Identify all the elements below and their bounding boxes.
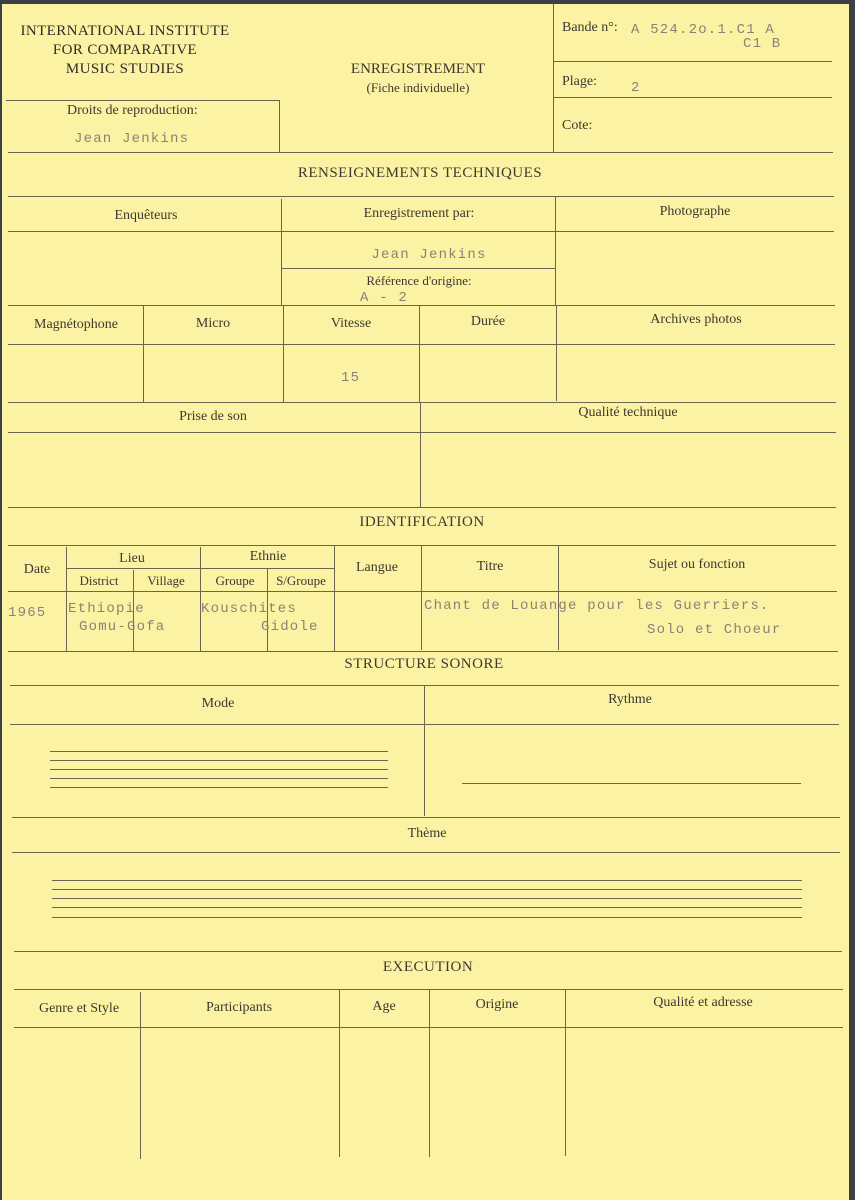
institute-name-line1: INTERNATIONAL INSTITUTE [20,23,230,39]
rythme-label: Rythme [608,692,652,707]
execution-section-title: EXECUTION [382,959,474,975]
village-label: Village [147,573,185,588]
execution-header-line [14,1027,843,1028]
age-label: Age [372,999,396,1014]
tech-row3-col-line [420,402,421,508]
tech-row3-top-line [8,402,836,403]
form-subtitle: (Fiche individuelle) [366,80,470,95]
institute-name-line3: MUSIC STUDIES [65,61,185,77]
tech-row2-col-2 [283,306,284,402]
genre-style-label: Genre et Style [38,1001,120,1016]
micro-label: Micro [195,316,231,331]
lieu-label: Lieu [119,551,145,566]
theme-staff-line-1 [52,880,802,881]
identification-bottom-line [8,651,838,652]
rights-top-line [6,100,279,101]
header-divider [553,4,554,152]
tech-col-line-2 [555,197,556,305]
scan-edge-top [0,0,855,4]
qualite-adresse-label: Qualité et adresse [653,995,753,1010]
ethnie-value-line1: Kouschites [201,601,298,617]
exec-col-4 [565,989,566,1156]
lieu-value-line1: Ethiopie [68,601,145,617]
tech-row2-col-3 [419,305,420,402]
tech-row2-header-line [8,344,835,345]
tech-row2-top-line [8,305,835,306]
tech-row3-header-line [8,432,836,433]
theme-header-line [12,852,840,853]
sujet-fonction-label: Sujet ou fonction [648,557,746,572]
plage-label: Plage: [562,74,597,89]
date-label: Date [23,562,51,577]
archives-photos-label: Archives photos [650,312,742,327]
reference-label: Référence d'origine: [366,273,472,288]
tech-row2-col-4 [556,305,557,401]
duree-label: Durée [470,314,506,329]
tech-header-line [8,231,834,232]
theme-staff-line-5 [52,917,802,918]
reference-value: A - 2 [360,290,409,306]
scan-edge-left [0,0,2,1200]
titre-value-line1: Chant de Louange pour les Guerriers. [424,598,770,614]
bande-label: Bande n°: [562,20,618,35]
rights-value: Jean Jenkins [74,131,190,147]
tech-row2-col-1 [143,306,144,402]
plage-line [553,97,832,98]
prise-de-son-label: Prise de son [179,409,247,424]
structure-bottom-line [12,817,840,818]
titre-value-line2: Solo et Choeur [647,622,782,638]
bande-line [553,61,832,62]
participants-label: Participants [205,1000,273,1015]
langue-label: Langue [356,560,398,575]
date-value: 1965 [8,605,47,621]
identification-section-title: IDENTIFICATION [359,514,485,530]
tech-col-line-1 [281,199,282,305]
vitesse-value: 15 [341,370,361,386]
origine-label: Origine [475,997,519,1012]
mode-staff-line-2 [50,760,388,761]
qualite-technique-label: Qualité technique [578,405,678,420]
theme-staff-line-3 [52,898,802,899]
exec-col-3 [429,990,430,1157]
cote-label: Cote: [562,118,593,133]
groupe-label: Groupe [215,573,255,588]
lieu-value-line2: Gomu-Gofa [79,619,166,635]
district-label: District [79,573,119,588]
ident-col-ethnie [334,546,335,651]
exec-col-2 [339,990,340,1157]
photographe-label: Photographe [659,204,731,219]
form-title: ENREGISTREMENT [350,61,486,77]
titre-label: Titre [476,559,504,574]
rythme-line [462,783,801,784]
ident-subheader-line [66,568,334,569]
bande-value-line1: A 524.2o.1.C1 A [631,22,776,38]
ethnie-label: Ethnie [249,549,287,564]
technical-bottom-line [8,507,836,508]
structure-header-line [10,724,839,725]
reference-line [281,268,555,269]
structure-col-line [424,685,425,816]
institute-name-line2: FOR COMPARATIVE [52,42,198,58]
rights-right-line [279,100,280,152]
ethnie-value-line2: Gidole [261,619,319,635]
theme-bottom-line [14,951,842,952]
technical-title-line [8,196,834,197]
structure-section-title: STRUCTURE SONORE [344,656,504,672]
vitesse-label: Vitesse [330,316,372,331]
bande-value-line2: C1 B [743,36,782,52]
ident-col-langue [421,546,422,650]
technical-section-title: RENSEIGNEMENTS TECHNIQUES [297,165,543,181]
mode-staff-line-1 [50,751,388,752]
scan-edge-right [849,0,855,1200]
theme-staff-line-2 [52,889,802,890]
theme-staff-line-4 [52,907,802,908]
sgroupe-label: S/Groupe [276,573,326,588]
rights-label: Droits de reproduction: [67,103,198,118]
ident-col-lieu [200,547,201,651]
magnetophone-label: Magnétophone [34,317,118,332]
mode-staff-line-5 [50,787,388,788]
ident-header-line [8,591,837,592]
mode-label: Mode [201,696,235,711]
ident-col-date [66,547,67,651]
enregistrement-par-value: Jean Jenkins [371,247,487,263]
mode-staff-line-4 [50,778,388,779]
header-bottom-line [8,152,833,153]
mode-staff-line-3 [50,769,388,770]
theme-label: Thème [407,826,447,841]
enregistrement-par-label: Enregistrement par: [363,206,475,221]
identification-title-line [8,545,836,546]
exec-col-1 [140,992,141,1159]
plage-value: 2 [631,80,641,96]
enqueteurs-label: Enquêteurs [114,208,178,223]
